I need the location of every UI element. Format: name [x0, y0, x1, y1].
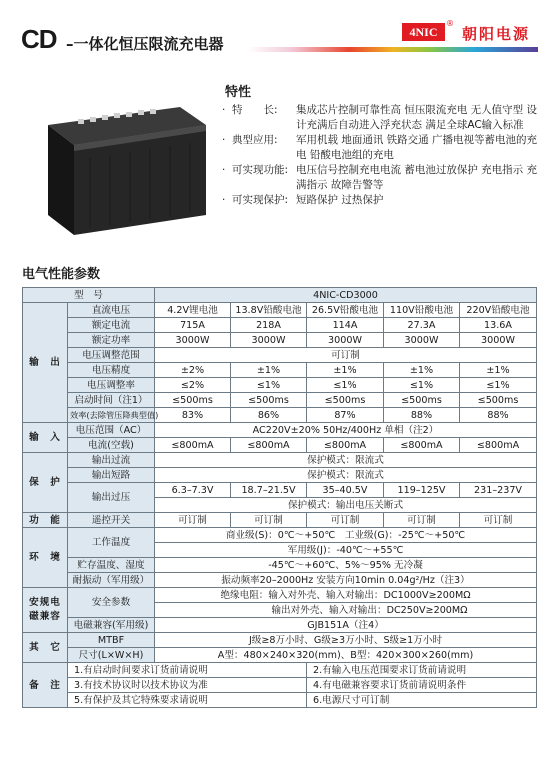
registered-mark: ® [446, 19, 454, 28]
brand-logo: 4NIC [402, 23, 445, 41]
group-function: 功 能 [23, 513, 68, 528]
feature-text: 短路保护 过热保护 [296, 194, 384, 206]
page-header [0, 0, 550, 70]
feature-label: 典型应用: [232, 134, 278, 146]
features-title: 特性 [225, 85, 252, 100]
spec-table [22, 287, 537, 708]
table-row: 输 入 电压范围（AC） AC220V±20% 50Hz/400Hz 单相（注2） [23, 423, 537, 438]
feature-item: · 可实现保护: 短路保护 过热保护 [222, 193, 542, 208]
table-row [23, 288, 537, 303]
table-row: 安规电 磁兼容 安全参数 绝缘电阻：输入对外壳、输入对输出：DC1000V≥200MΩ [23, 588, 537, 603]
feature-item: · 可实现功能: 电压信号控制充电电流 蓄电池过放保护 充电指示 充满指示 故障告警等 [222, 163, 542, 193]
table-row: 输出短路 保护模式：限流式 [23, 468, 537, 483]
feature-item: · 典型应用: 军用机载 地面通讯 铁路交通 广播电视等蓄电池的充电 铅酸电池组的充电 [222, 133, 542, 163]
table-row: 保 护 输出过流 保护模式：限流式 [23, 453, 537, 468]
table-row: 电压精度 ±2% ±1% ±1% ±1% ±1% [23, 363, 537, 378]
table-row: 环 境 工作温度 商业级(S)：0℃～+50℃ 工业级(G)：-25℃～+50℃ [23, 528, 537, 543]
brand-name: 朝阳电源 [462, 25, 531, 43]
feature-text: 集成芯片控制可靠性高 恒压限流充电 无人值守型 设计充满后自动进入浮充状态 满足全球AC输入标准 [296, 104, 538, 131]
table-row: 5.有保护及其它特殊要求请说明 6.电源尺寸可订制 [23, 693, 537, 708]
group-input: 输 入 [23, 423, 68, 453]
model-label: 型 号 [23, 288, 155, 303]
group-safety-emc: 安规电 磁兼容 [23, 588, 68, 633]
table-row: 备 注 1.有启动时间要求订货前请说明 2.有输入电压范围要求订货前请说明 [23, 663, 537, 678]
title-subtitle: –一体化恒压限流充电器 [66, 35, 224, 53]
table-row: 效率(去除管压降典型值) 83% 86% 87% 88% 88% [23, 408, 537, 423]
rainbow-bar [248, 47, 538, 52]
feature-item: · 特 长: 集成芯片控制可靠性高 恒压限流充电 无人值守型 设计充满后自动进入浮充状态 满足全球AC输入标准 [222, 103, 542, 133]
table-row: 电流(空载) ≤800mA ≤800mA ≤800mA ≤800mA ≤800mA [23, 438, 537, 453]
model-value: 4NIC-CD3000 [155, 288, 537, 303]
table-row: 保护模式：输出电压关断式 [23, 498, 537, 513]
feature-label: 可实现功能: [232, 164, 289, 176]
table-row: 其 它 MTBF J级≥8万小时、G级≥3万小时、S级≥1万小时 [23, 633, 537, 648]
table-row: 启动时间（注1） ≤500ms ≤500ms ≤500ms ≤500ms ≤500ms [23, 393, 537, 408]
table-row: 输出过压 6.3–7.3V 18.7–21.5V 35–40.5V 119–125V 231–237V [23, 483, 537, 498]
table-row: 尺寸(L×W×H) A型：480×240×320(mm)、B型：420×300×260(mm) [23, 648, 537, 663]
table-row: 电压调整率 ≤2% ≤1% ≤1% ≤1% ≤1% [23, 378, 537, 393]
feature-label: 可实现保护: [232, 194, 289, 206]
table-row: 电压调整范围 可订制 [23, 348, 537, 363]
group-protection: 保 护 [23, 453, 68, 513]
section-title: 电气性能参数 [22, 267, 101, 282]
feature-text: 军用机载 地面通讯 铁路交通 广播电视等蓄电池的充电 铅酸电池组的充电 [296, 134, 538, 161]
table-row: 贮存温度、湿度 -45℃～+60℃、5%～95% 无冷凝 [23, 558, 537, 573]
table-row: 军用级(J)：-40℃～+55℃ [23, 543, 537, 558]
table-row: 耐振动（军用级） 振动频率20–2000Hz 安装方向10min 0.04g²/Hz（注3） [23, 573, 537, 588]
group-other: 其 它 [23, 633, 68, 663]
table-row: 额定功率 3000W 3000W 3000W 3000W 3000W [23, 333, 537, 348]
group-output: 输 出 [23, 303, 68, 423]
table-row: 电磁兼容(军用级) GJB151A（注4） [23, 618, 537, 633]
feature-text: 电压信号控制充电电流 蓄电池过放保护 充电指示 充满指示 故障告警等 [296, 164, 538, 191]
feature-label: 特 长: [232, 104, 278, 116]
group-notes: 备 注 [23, 663, 68, 708]
features-list [222, 103, 542, 208]
title-cd: CD [21, 24, 57, 54]
table-row: 3.有技术协议时以技术协议为准 4.有电磁兼容要求订货前请说明条件 [23, 678, 537, 693]
group-environment: 环 境 [23, 528, 68, 588]
table-row: 输 出 直流电压 4.2V锂电池 13.8V铅酸电池 26.5V铅酸电池 110V铅酸电池 220V铅酸电池 [23, 303, 537, 318]
table-row: 功 能 遥控开关 可订制 可订制 可订制 可订制 可订制 [23, 513, 537, 528]
table-row: 额定电流 715A 218A 114A 27.3A 13.6A [23, 318, 537, 333]
table-row: 输出对外壳、输入对输出：DC250V≥200MΩ [23, 603, 537, 618]
product-image [30, 103, 210, 243]
